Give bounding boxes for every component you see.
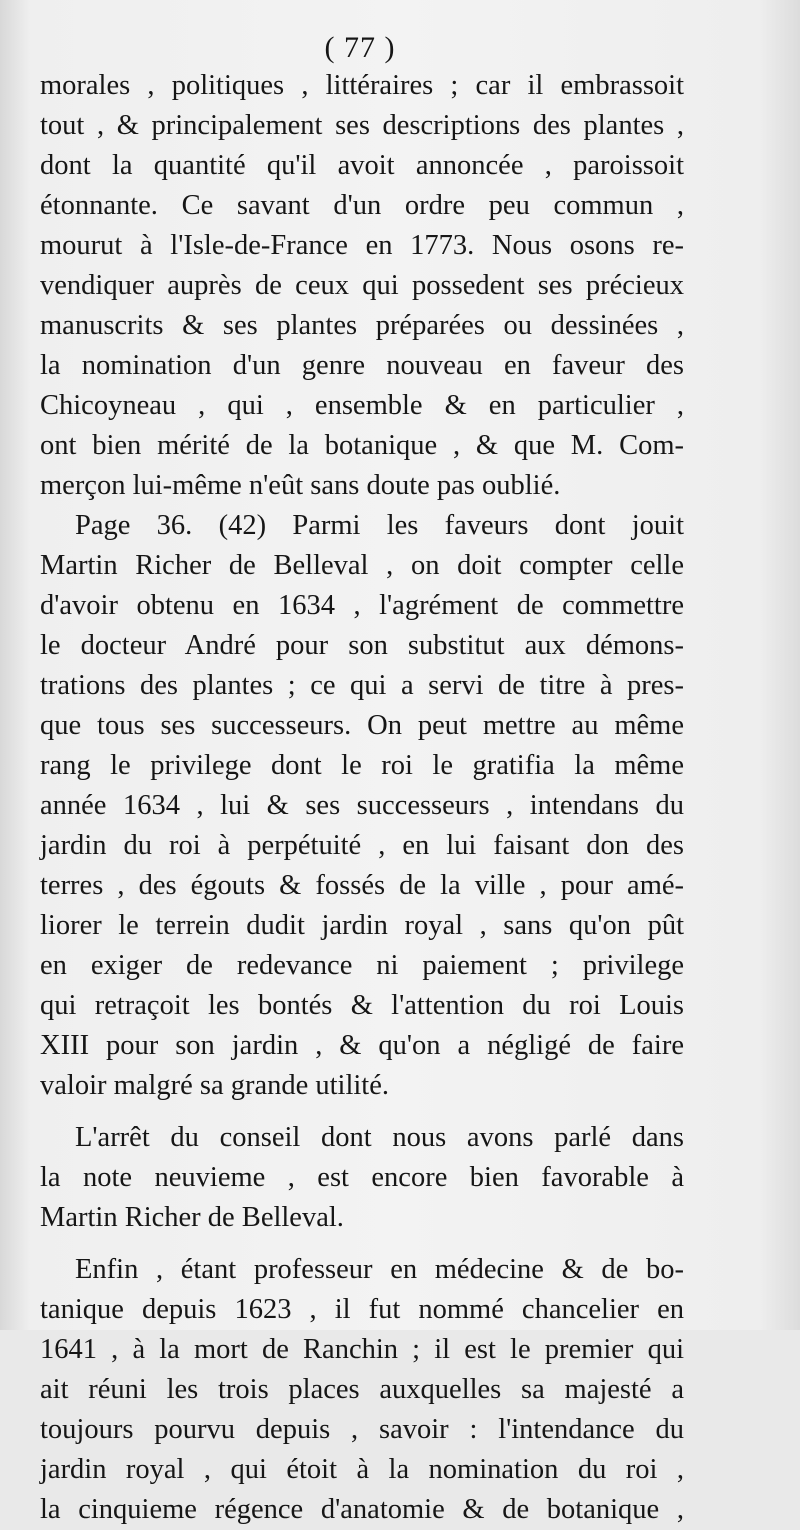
text-line: en exiger de redevance ni paiement ; privilege xyxy=(40,950,684,981)
text-line: Chicoyneau , qui , ensemble & en particulier , xyxy=(40,390,684,421)
text-line: rang le privilege dont le roi le gratifia la même xyxy=(40,750,684,781)
text-line: Martin Richer de Belleval , on doit compter celle xyxy=(40,550,684,581)
text-line: la cinquieme régence d'anatomie & de botanique , xyxy=(40,1494,684,1525)
text-line: tout , & principalement ses descriptions des plantes , xyxy=(40,110,684,141)
text-line: trations des plantes ; ce qui a servi de titre à pres- xyxy=(40,670,684,701)
text-line: jardin du roi à perpétuité , en lui faisant don des xyxy=(40,830,684,861)
text-line: mourut à l'Isle-de-France en 1773. Nous osons re- xyxy=(40,230,684,261)
text-line: 1641 , à la mort de Ranchin ; il est le premier qui xyxy=(40,1334,684,1365)
text-line: qui retraçoit les bontés & l'attention du roi Louis xyxy=(40,990,684,1021)
body-text xyxy=(40,66,684,1530)
text-line: Enfin , étant professeur en médecine & de bo- xyxy=(75,1254,684,1285)
page-number: ( 77 ) xyxy=(324,31,396,64)
text-line: d'avoir obtenu en 1634 , l'agrément de commettre xyxy=(40,590,684,621)
text-line: étonnante. Ce savant d'un ordre peu commun , xyxy=(40,190,684,221)
text-line: terres , des égouts & fossés de la ville , pour amé- xyxy=(40,870,684,901)
text-line: ait réuni les trois places auxquelles sa majesté a xyxy=(40,1374,684,1405)
text-line: vendiquer auprès de ceux qui possedent ses précieux xyxy=(40,270,684,301)
text-line: la nomination d'un genre nouveau en faveur des xyxy=(40,350,684,381)
text-line: la note neuvieme , est encore bien favorable à xyxy=(40,1162,684,1193)
text-line: année 1634 , lui & ses successeurs , intendans du xyxy=(40,790,684,821)
text-line: L'arrêt du conseil dont nous avons parlé dans xyxy=(75,1122,684,1153)
text-line: ont bien mérité de la botanique , & que M. Com- xyxy=(40,430,684,461)
text-line: merçon lui-même n'eût sans doute pas oublié. xyxy=(40,470,561,501)
text-line: tanique depuis 1623 , il fut nommé chancelier en xyxy=(40,1294,684,1325)
text-line: jardin royal , qui étoit à la nomination du roi , xyxy=(40,1454,684,1485)
text-line: morales , politiques , littéraires ; car il embrassoit xyxy=(40,70,684,101)
text-line: Page 36. (42) Parmi les faveurs dont jouit xyxy=(75,510,684,541)
text-line: dont la quantité qu'il avoit annoncée , paroissoit xyxy=(40,150,684,181)
text-line: Martin Richer de Belleval. xyxy=(40,1202,344,1233)
text-line: liorer le terrein dudit jardin royal , sans qu'on pût xyxy=(40,910,684,941)
text-line: XIII pour son jardin , & qu'on a négligé de faire xyxy=(40,1030,684,1061)
text-line: le docteur André pour son substitut aux démons- xyxy=(40,630,684,661)
text-line: manuscrits & ses plantes préparées ou dessinées , xyxy=(40,310,684,341)
text-line: toujours pourvu depuis , savoir : l'intendance du xyxy=(40,1414,684,1445)
text-line: valoir malgré sa grande utilité. xyxy=(40,1070,389,1101)
text-line: que tous ses successeurs. On peut mettre au même xyxy=(40,710,684,741)
